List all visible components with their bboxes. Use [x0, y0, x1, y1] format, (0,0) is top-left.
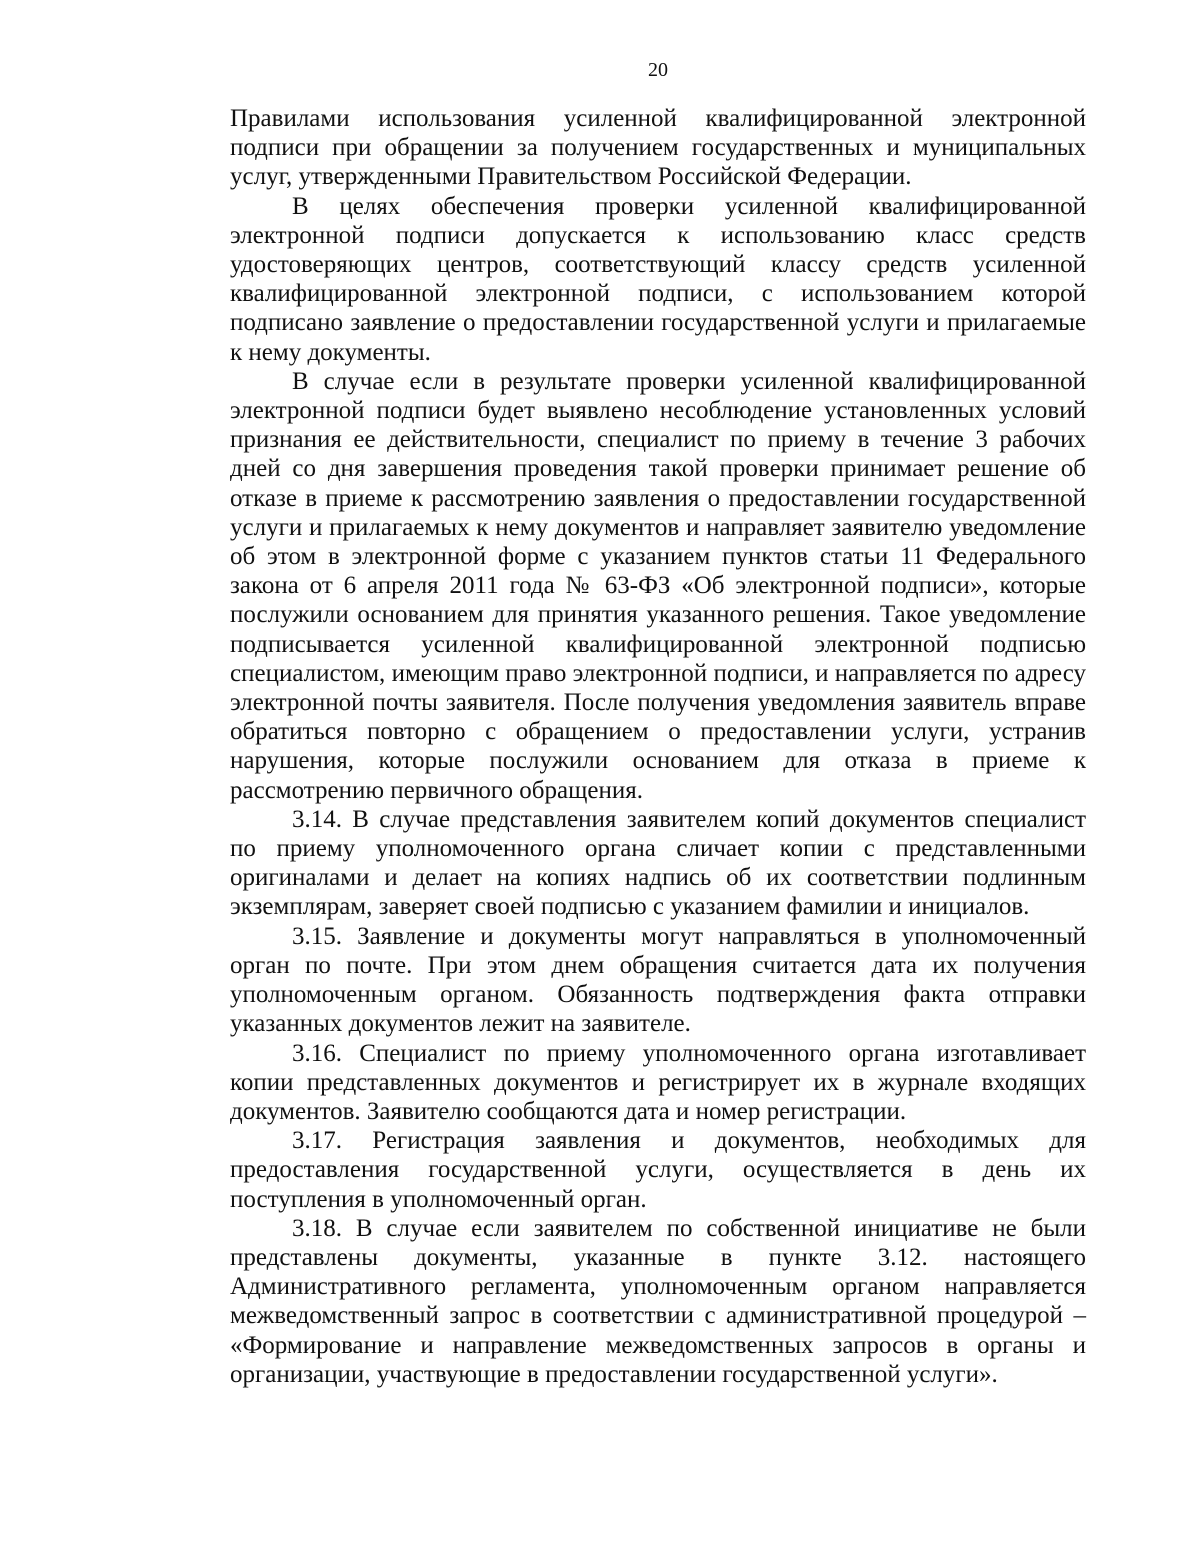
page-number: 20: [648, 59, 668, 81]
paragraph-3-15: 3.15. Заявление и документы могут направляться в уполномоченный орган по почте. При этом днем обращения считается дата их получения уполномоченным органом. Обязанность подтверждения факта отправки указанных документов лежит на заявителе.: [230, 922, 1086, 1038]
paragraph-signature-check: В целях обеспечения проверки усиленной квалифицированной электронной подписи допускается к использованию класс средств удостоверяющих центров, соответствующий классу средств усиленной квалифицированной электронной подписи, с использованием которой подписано заявление о предоставлении государственной услуги и прилагаемые к нему документы.: [230, 192, 1086, 366]
paragraph-continuation: Правилами использования усиленной квалифицированной электронной подписи при обращении за получением государственных и муниципальных услуг, утвержденными Правительством Российской Федерации.: [230, 105, 1086, 191]
paragraph-3-18: 3.18. В случае если заявителем по собственной инициативе не были представлены документы, указанные в пункте 3.12. настоящего Административного регламента, уполномоченным органом направляется межведомственный запрос в соответствии с административной процедурой – «Формирование и направление межведомственных запросов в органы и организации, участвующие в предоставлении государственной услуги».: [230, 1214, 1086, 1388]
paragraph-signature-refusal: В случае если в результате проверки усиленной квалифицированной электронной подписи будет выявлено несоблюдение установленных условий признания ее действительности, специалист по приему в течение 3 рабочих дней со дня завершения проведения такой проверки принимает решение об отказе в приеме к рассмотрению заявления о предоставлении государственной услуги и прилагаемых к нему документов и направляет заявителю уведомление об этом в электронной форме с указанием пунктов статьи 11 Федерального закона от 6 апреля 2011 года № 63-ФЗ «Об электронной подписи», которые послужили основанием для принятия указанного решения. Такое уведомление подписывается усиленной квалифицированной электронной подписью специалистом, имеющим право электронной подписи, и направляется по адресу электронной почты заявителя. После получения уведомления заявитель вправе обратиться повторно с обращением о предоставлении услуги, устранив нарушения, которые послужили основанием для отказа в приеме к рассмотрению первичного обращения.: [230, 367, 1086, 804]
paragraph-3-14: 3.14. В случае представления заявителем копий документов специалист по приему уполномоченного органа сличает копии с представленными оригиналами и делает на копиях надпись об их соответствии подлинным экземплярам, заверяет своей подписью с указанием фамилии и инициалов.: [230, 805, 1086, 921]
paragraph-3-17: 3.17. Регистрация заявления и документов, необходимых для предоставления государственной услуги, осуществляется в день их поступления в уполномоченный орган.: [230, 1127, 1086, 1213]
document-body: [230, 104, 1086, 1389]
paragraph-3-16: 3.16. Специалист по приему уполномоченного органа изготавливает копии представленных документов и регистрирует их в журнале входящих документов. Заявителю сообщаются дата и номер регистрации.: [230, 1039, 1086, 1125]
